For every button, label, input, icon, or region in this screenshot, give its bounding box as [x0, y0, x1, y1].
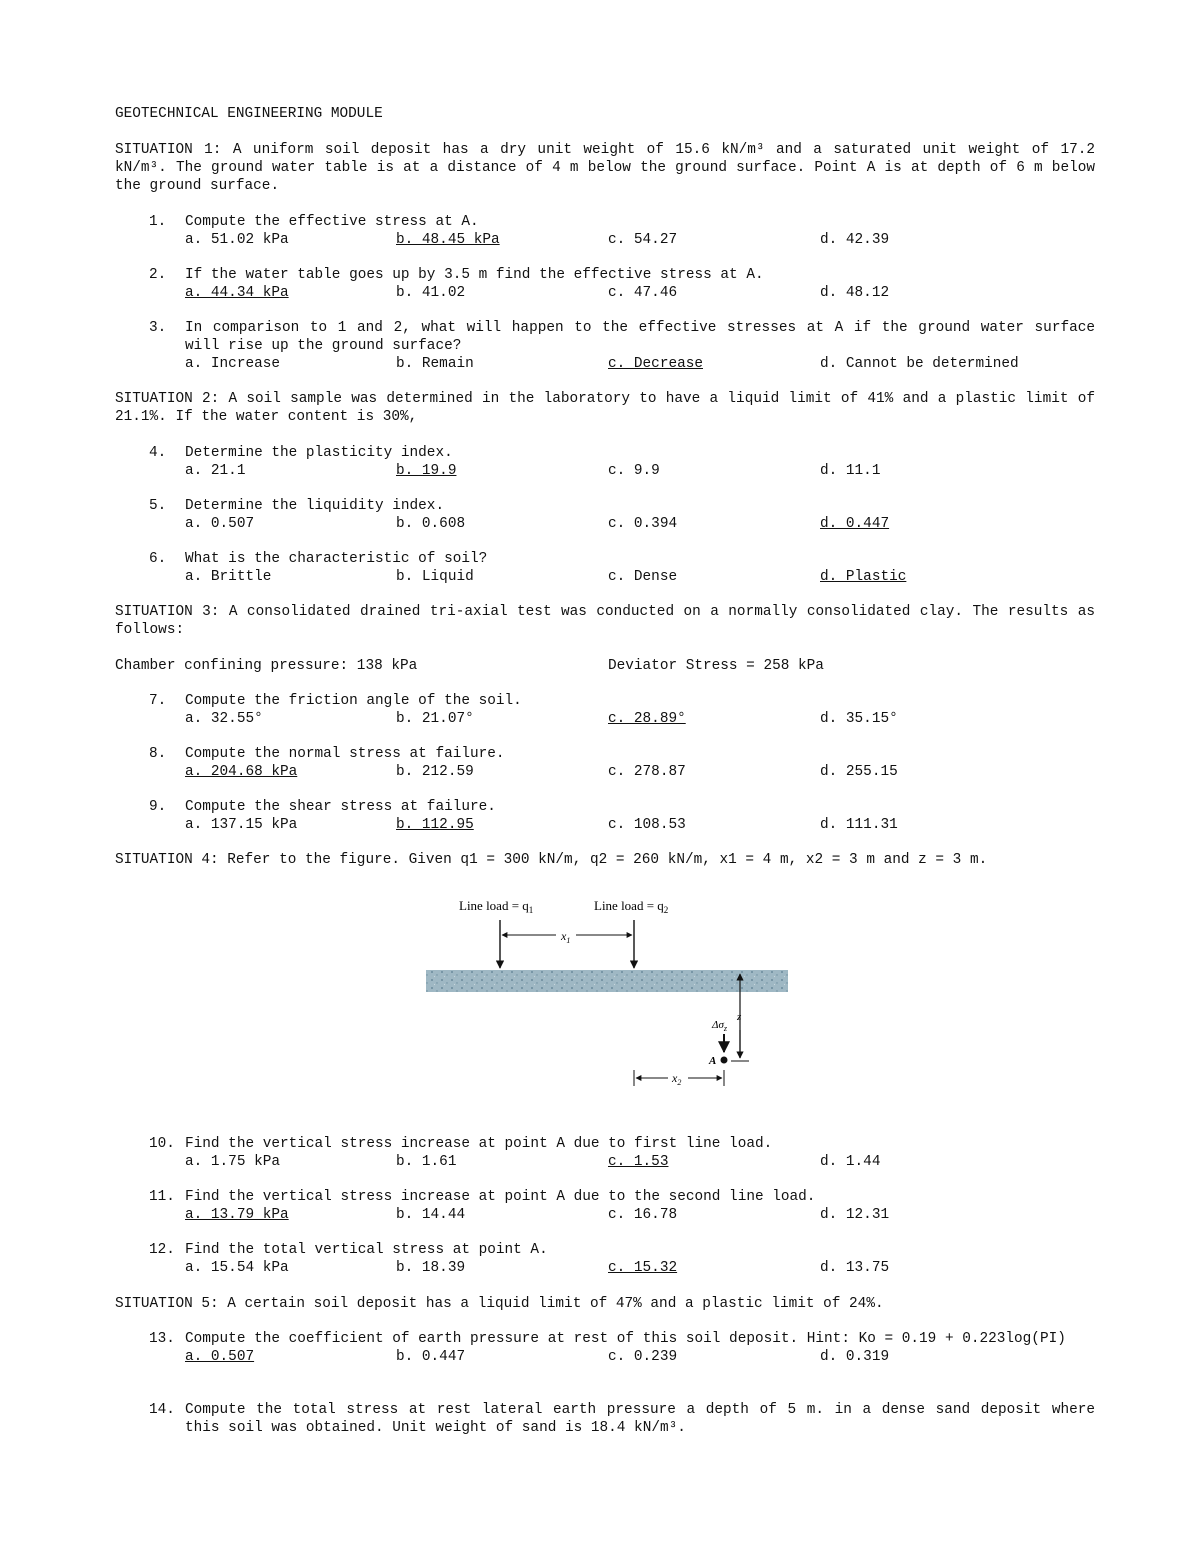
soil-surface: [426, 970, 788, 992]
choice-b: b. 14.44: [396, 1207, 466, 1223]
question-12: [149, 1241, 1095, 1277]
question-stem: What is the characteristic of soil?: [185, 551, 488, 567]
question-stem: If the water table goes up by 3.5 m find the effective stress at A.: [185, 267, 764, 283]
svg-text:Line load = q2: Line load = $q_2$: [594, 898, 669, 915]
question-13: [149, 1330, 1095, 1366]
choice-d: d. Cannot be determined: [820, 356, 1019, 372]
choice-b: b. 21.07°: [396, 711, 474, 727]
choice-a: a. 0.507: [185, 516, 255, 532]
choice-a: a. Brittle: [185, 569, 272, 585]
choice-c: c. 278.87: [608, 764, 686, 780]
choice-row: [185, 1153, 1095, 1171]
choice-b-answer: b. 48.45 kPa: [396, 232, 500, 248]
question-stem: Compute the shear stress at failure.: [185, 799, 496, 815]
choice-b: b. 212.59: [396, 764, 474, 780]
question-stem: In comparison to 1 and 2, what will happen to the effective stresses at A if the ground water surface will rise up the ground surface?: [185, 320, 1095, 354]
choice-d: d. 1.44: [820, 1154, 881, 1170]
question-10: [149, 1135, 1095, 1171]
svg-text:A: A: [709, 1055, 717, 1067]
question-4: [149, 444, 1095, 480]
choice-b: b. Remain: [396, 356, 474, 372]
question-1: [149, 213, 1095, 249]
choice-row: [185, 568, 1095, 586]
choice-b: b. 0.608: [396, 516, 466, 532]
question-7: [149, 692, 1095, 728]
choice-a-answer: a. 204.68 kPa: [185, 764, 298, 780]
choice-b: b. 0.447: [396, 1349, 466, 1365]
choice-d-answer: d. Plastic: [820, 569, 907, 585]
svg-text:z: z: [737, 1011, 742, 1023]
question-9: [149, 798, 1095, 834]
given-values-row: [115, 657, 1095, 675]
situation-2-text: SITUATION 2: A soil sample was determined in the laboratory to have a liquid limit of 41% and a plastic limit of 21.1%. If the water content is 30%,: [115, 391, 1095, 425]
question-stem: Find the vertical stress increase at point A due to the second line load.: [185, 1189, 816, 1205]
choice-c: c. 16.78: [608, 1207, 678, 1223]
svg-text:Line load = q1: Line load = $q_1$: [459, 898, 534, 915]
point-a-marker: [721, 1057, 728, 1064]
choice-c: c. 0.239: [608, 1349, 678, 1365]
question-stem: Compute the friction angle of the soil.: [185, 693, 522, 709]
choice-c: c. 54.27: [608, 232, 678, 248]
stress-label: [711, 1019, 728, 1033]
question-stem: Determine the liquidity index.: [185, 498, 445, 514]
question-number: 12.: [149, 1242, 175, 1258]
question-8: [149, 745, 1095, 781]
choice-c-answer: c. 1.53: [608, 1154, 669, 1170]
choice-a: a. 137.15 kPa: [185, 817, 298, 833]
choice-d: d. 35.15°: [820, 711, 898, 727]
choice-a: a. 21.1: [185, 463, 246, 479]
question-stem: Compute the normal stress at failure.: [185, 746, 505, 762]
load2-label: [594, 898, 668, 915]
choice-b-answer: b. 112.95: [396, 817, 474, 833]
question-number: 1.: [149, 214, 167, 230]
choice-b: b. 18.39: [396, 1260, 466, 1276]
choice-d: d. 11.1: [820, 463, 881, 479]
choice-row: [185, 710, 1095, 728]
svg-text:Δσz: $\Delta\sigma_z$: [712, 1019, 728, 1033]
deviator-stress: Deviator Stress = 258 kPa: [608, 658, 824, 674]
point-a-label: [708, 1055, 716, 1067]
choice-c: c. 108.53: [608, 817, 686, 833]
choice-c-answer: c. 15.32: [608, 1260, 678, 1276]
situation-3-text: SITUATION 3: A consolidated drained tri-axial test was conducted on a normally consolidated clay. The results as follows:: [115, 604, 1095, 638]
situation-1-text: SITUATION 1: A uniform soil deposit has a dry unit weight of 15.6 kN/m³ and a saturated unit weight of 17.2 kN/m³. The ground water table is at a distance of 4 m below the ground surface. Point A is at depth of 6 m below the ground surface.: [115, 142, 1095, 194]
question-number: 9.: [149, 799, 167, 815]
question-stem: Find the total vertical stress at point A.: [185, 1242, 548, 1258]
question-number: 2.: [149, 267, 167, 283]
question-3: [149, 319, 1095, 373]
choice-a-answer: a. 44.34 kPa: [185, 285, 289, 301]
question-stem: Compute the effective stress at A.: [185, 214, 479, 230]
question-number: 3.: [149, 320, 167, 336]
choice-row: [185, 763, 1095, 781]
question-number: 7.: [149, 693, 167, 709]
svg-text:x1: $x_1$: [561, 929, 571, 945]
choice-row: [185, 355, 1095, 373]
choice-c: c. Dense: [608, 569, 678, 585]
question-14: [149, 1401, 1095, 1437]
choice-a: a. 1.75 kPa: [185, 1154, 280, 1170]
choice-b-answer: b. 19.9: [396, 463, 457, 479]
question-number: 8.: [149, 746, 167, 762]
choice-row: [185, 1259, 1095, 1277]
choice-a: a. 32.55°: [185, 711, 263, 727]
x2-label: [671, 1071, 681, 1087]
question-stem: Find the vertical stress increase at point A due to first line load.: [185, 1136, 773, 1152]
choice-d: d. 42.39: [820, 232, 890, 248]
z-label: [736, 1011, 742, 1023]
choice-row: [185, 1348, 1095, 1366]
question-2: [149, 266, 1095, 302]
choice-a-answer: a. 0.507: [185, 1349, 255, 1365]
question-stem: Determine the plasticity index.: [185, 445, 453, 461]
choice-row: [185, 284, 1095, 302]
choice-c: c. 9.9: [608, 463, 660, 479]
choice-d: d. 0.319: [820, 1349, 890, 1365]
choice-d: d. 255.15: [820, 764, 898, 780]
line-load-diagram: [420, 890, 800, 1095]
choice-row: [185, 816, 1095, 834]
svg-text:x2: $x_2$: [672, 1071, 682, 1087]
choice-c-answer: c. Decrease: [608, 356, 703, 372]
question-5: [149, 497, 1095, 533]
choice-d: d. 48.12: [820, 285, 890, 301]
choice-row: [185, 1206, 1095, 1224]
choice-c-answer: c. 28.89°: [608, 711, 686, 727]
question-number: 13.: [149, 1331, 175, 1347]
choice-d: d. 13.75: [820, 1260, 890, 1276]
choice-d: d. 111.31: [820, 817, 898, 833]
question-number: 10.: [149, 1136, 175, 1152]
module-title: GEOTECHNICAL ENGINEERING MODULE: [115, 106, 383, 122]
question-11: [149, 1188, 1095, 1224]
situation-4-text: SITUATION 4: Refer to the figure. Given q1 = 300 kN/m, q2 = 260 kN/m, x1 = 4 m, x2 = 3 m and z = 3 m.: [115, 852, 988, 868]
choice-b: b. 41.02: [396, 285, 466, 301]
choice-a: a. Increase: [185, 356, 280, 372]
choice-b: b. Liquid: [396, 569, 474, 585]
load1-label: [459, 898, 533, 915]
question-stem: Compute the total stress at rest lateral earth pressure a depth of 5 m. in a dense sand deposit where this soil was obtained. Unit weight of sand is 18.4 kN/m³.: [185, 1402, 1095, 1436]
choice-a: a. 15.54 kPa: [185, 1260, 289, 1276]
question-6: [149, 550, 1095, 586]
choice-row: [185, 462, 1095, 480]
choice-a-answer: a. 13.79 kPa: [185, 1207, 289, 1223]
line-load-figure: [420, 890, 800, 1095]
choice-c: c. 0.394: [608, 516, 678, 532]
choice-a: a. 51.02 kPa: [185, 232, 289, 248]
question-number: 14.: [149, 1402, 175, 1418]
choice-c: c. 47.46: [608, 285, 678, 301]
question-number: 11.: [149, 1189, 175, 1205]
choice-d: d. 12.31: [820, 1207, 890, 1223]
choice-b: b. 1.61: [396, 1154, 457, 1170]
choice-row: [185, 515, 1095, 533]
choice-row: [185, 231, 1095, 249]
x1-label: [560, 929, 570, 945]
choice-d-answer: d. 0.447: [820, 516, 890, 532]
question-number: 4.: [149, 445, 167, 461]
question-number: 6.: [149, 551, 167, 567]
chamber-pressure: Chamber confining pressure: 138 kPa: [115, 658, 418, 674]
question-number: 5.: [149, 498, 167, 514]
question-stem: Compute the coefficient of earth pressure at rest of this soil deposit. Hint: Ko = 0.19 + 0.223log(PI): [185, 1331, 1066, 1347]
situation-5-text: SITUATION 5: A certain soil deposit has a liquid limit of 47% and a plastic limit of 24%.: [115, 1296, 884, 1312]
